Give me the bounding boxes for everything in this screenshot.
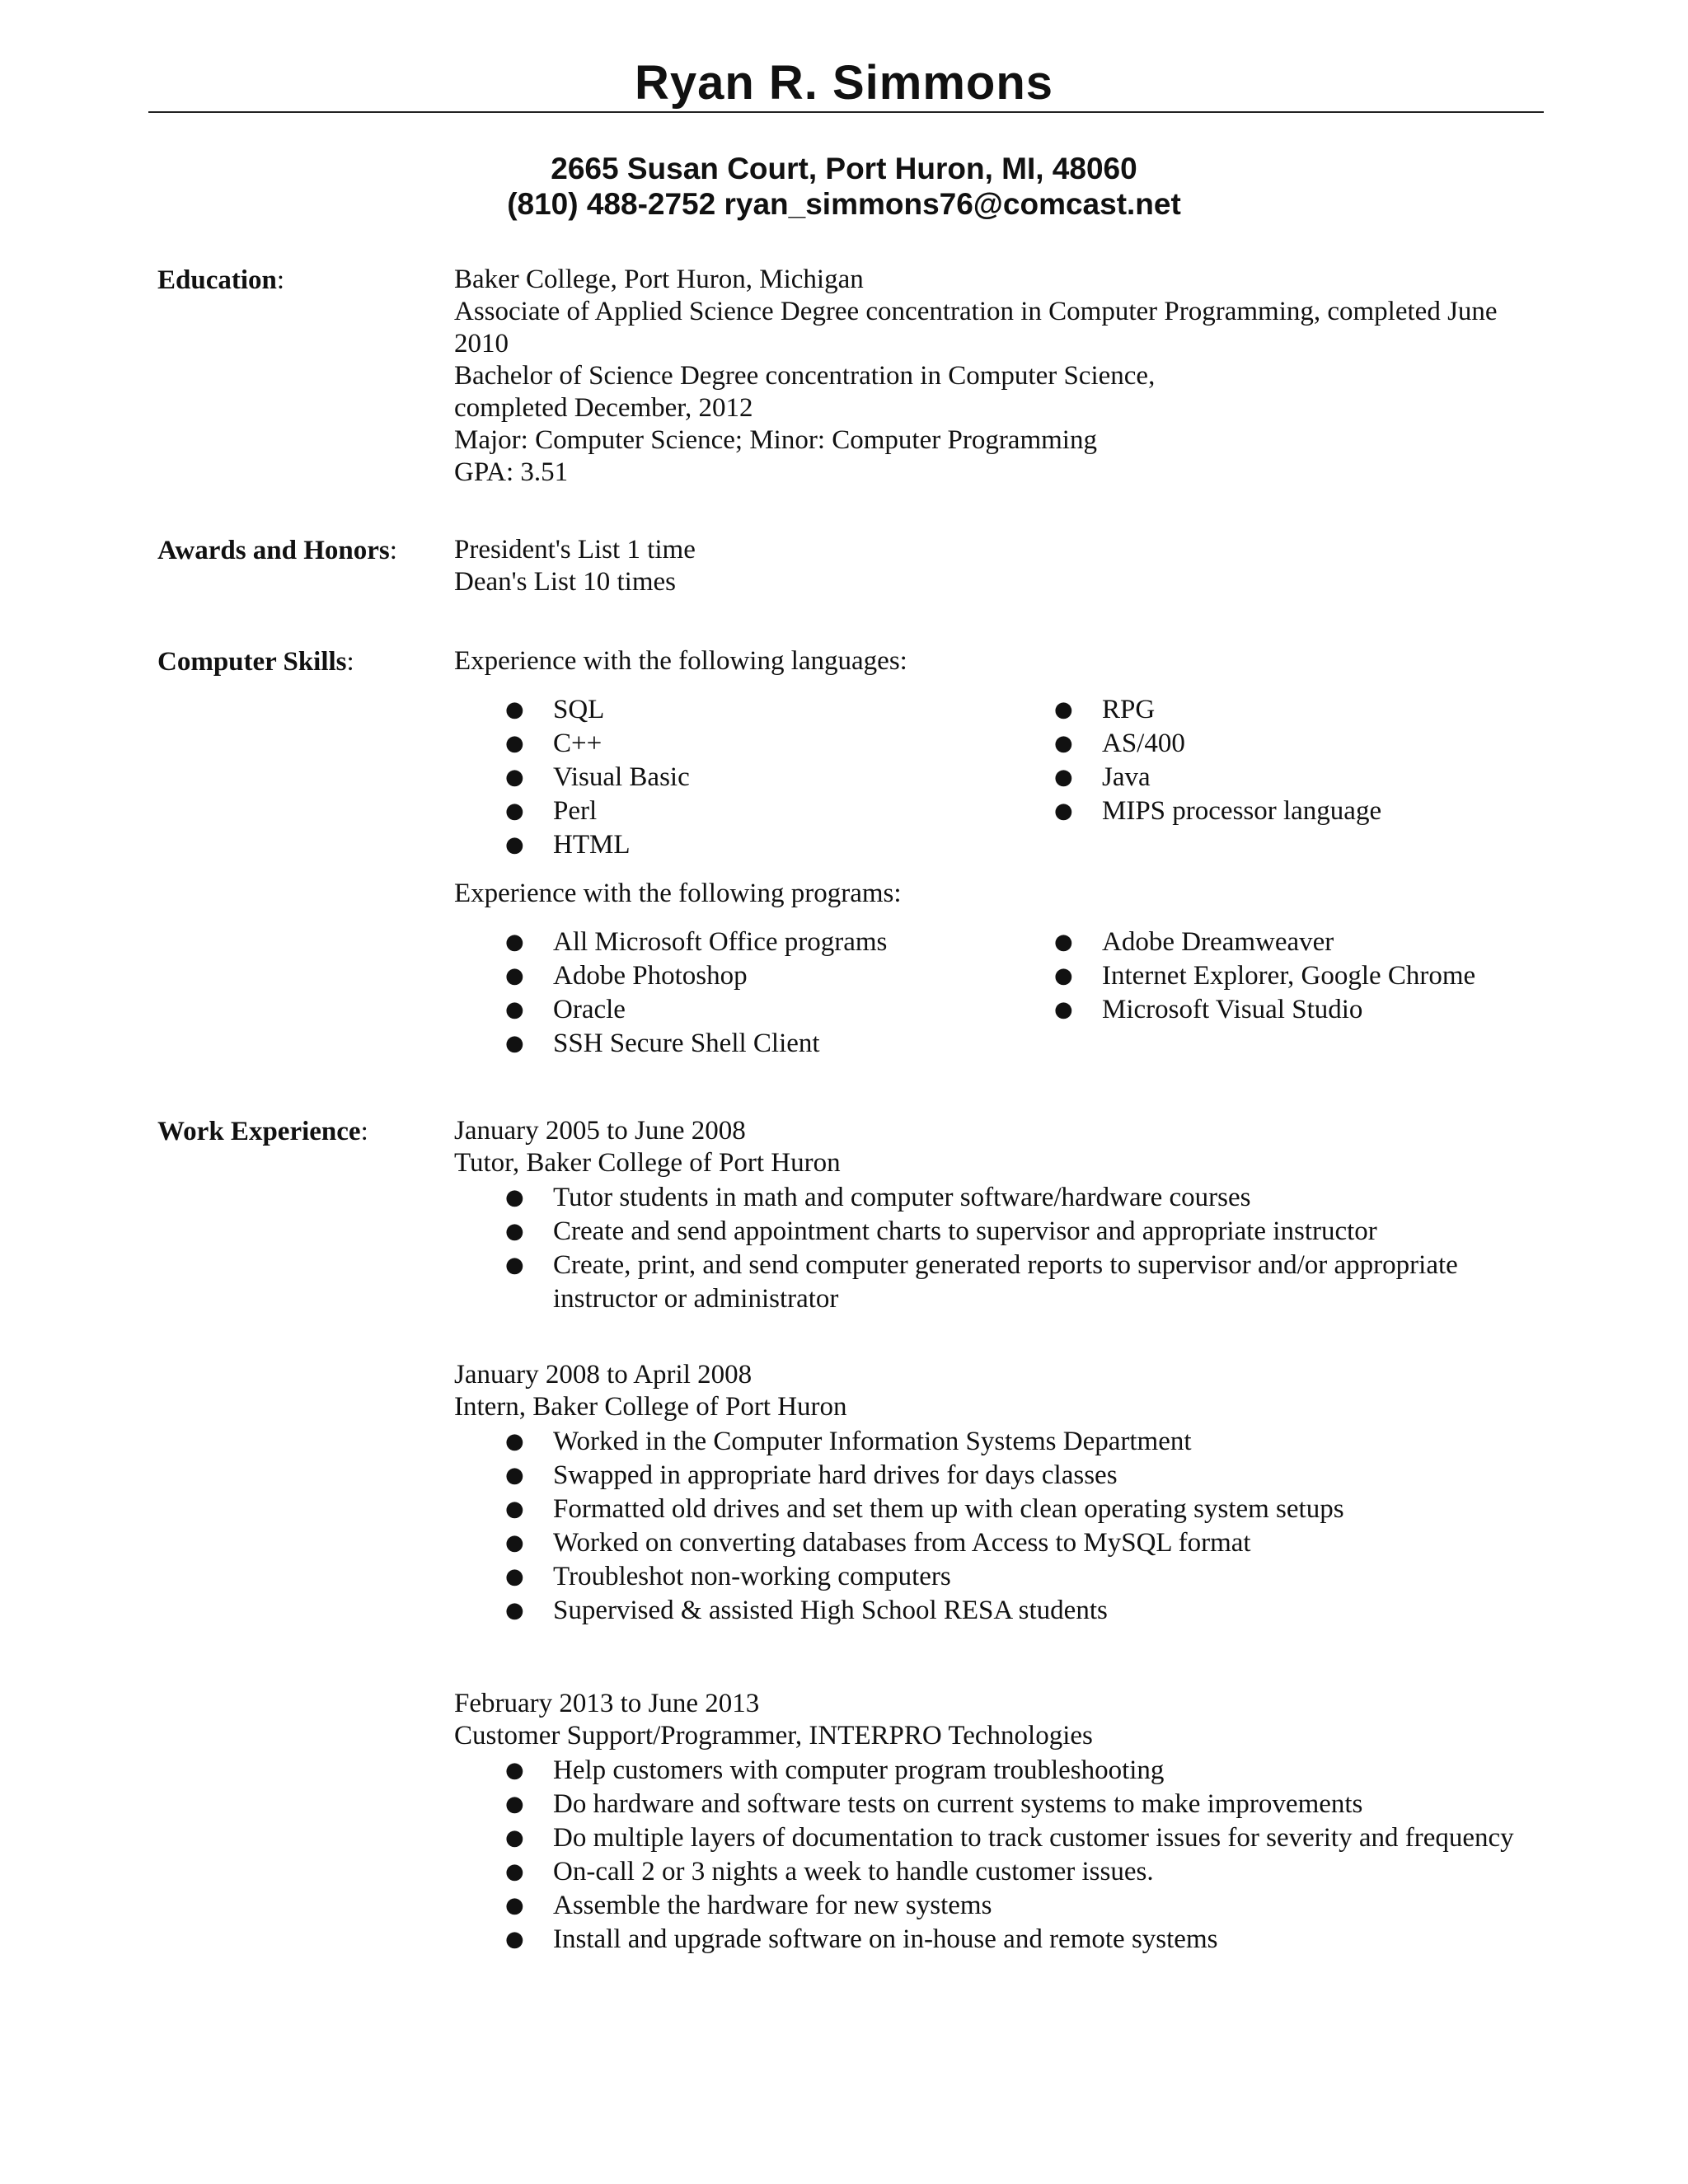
awards-content [454, 534, 1550, 598]
bullet-icon: ● [505, 1497, 524, 1521]
bullet-icon: ● [505, 1219, 524, 1244]
bullet-icon: ● [505, 1463, 524, 1488]
list-item: ● Assemble the hardware for new systems [454, 1889, 1550, 1923]
education-line: 2010 [454, 329, 509, 359]
bullet-icon: ● [1054, 799, 1073, 823]
list-item: ● Do multiple layers of documentation to track customer issues for severity and frequency [454, 1821, 1550, 1855]
job-title: Customer Support/Programmer, INTERPRO Technologies [454, 1721, 1093, 1750]
bullet-icon: ● [505, 799, 524, 823]
list-item: ● MIPS processor language [1003, 794, 1531, 828]
list-item: ● RPG [1003, 693, 1531, 727]
education-line: GPA: 3.51 [454, 457, 569, 487]
bullet-icon: ● [505, 1792, 524, 1816]
list-item: ● C++ [454, 727, 949, 761]
list-item: ● Install and upgrade software on in-house and remote systems [454, 1923, 1550, 1957]
list-item: ● Adobe Dreamweaver [1003, 926, 1531, 959]
job-header [454, 1115, 1550, 1179]
list-item: ● Create, print, and send computer generated reports to supervisor and/or appropriate instructor or administrator [505, 1250, 1458, 1314]
bullet-icon: ● [1054, 930, 1073, 954]
list-item: ● On-call 2 or 3 nights a week to handle customer issues. [454, 1855, 1550, 1889]
list-item: ● Create and send appointment charts to supervisor and appropriate instructor [454, 1215, 1550, 1249]
bullet-icon: ● [1054, 697, 1073, 722]
education-label-text: Education [157, 265, 277, 295]
education-line: Bachelor of Science Degree concentration in Computer Science, [454, 361, 1156, 391]
awards-label-text: Awards and Honors [157, 536, 390, 565]
list-item: ● Worked on converting databases from Access to MySQL format [454, 1526, 1550, 1560]
education-label: Education: [157, 265, 285, 295]
bullet-icon: ● [505, 1253, 524, 1277]
bullet-icon: ● [505, 731, 524, 756]
programs-list-2 [1003, 926, 1531, 1027]
bullet-icon: ● [505, 1598, 524, 1623]
languages-list-2 [1003, 693, 1531, 828]
job-title: Tutor, Baker College of Port Huron [454, 1148, 841, 1178]
work-label-text: Work Experience [157, 1117, 361, 1146]
skills-label-text: Computer Skills [157, 647, 347, 677]
bullet-icon: ● [1054, 997, 1073, 1022]
bullet-icon: ● [505, 1825, 524, 1850]
skills-label: Computer Skills: [157, 647, 354, 677]
bullet-icon: ● [505, 1429, 524, 1454]
job-dates: January 2005 to June 2008 [454, 1116, 746, 1146]
languages-intro: Experience with the following languages: [454, 646, 907, 676]
list-item: ● Microsoft Visual Studio [1003, 993, 1531, 1027]
job-dates: January 2008 to April 2008 [454, 1360, 753, 1390]
list-item: ● Supervised & assisted High School RESA students [454, 1594, 1550, 1628]
education-line: Associate of Applied Science Degree concentration in Computer Programming, completed June [454, 297, 1498, 326]
bullet-icon: ● [505, 1564, 524, 1589]
programs-list-1 [454, 926, 949, 1061]
bullet-icon: ● [505, 1185, 524, 1210]
list-item: ● Tutor students in math and computer software/hardware courses [454, 1181, 1550, 1215]
bullet-icon: ● [505, 1859, 524, 1884]
list-item: ● Troubleshot non-working computers [454, 1560, 1550, 1594]
bullet-icon: ● [505, 1927, 524, 1952]
list-item: ● SQL [454, 693, 949, 727]
bullet-icon: ● [505, 697, 524, 722]
award-line: President's List 1 time [454, 535, 696, 565]
list-item: ● Oracle [454, 993, 949, 1027]
education-line: Baker College, Port Huron, Michigan [454, 265, 864, 294]
list-item: ● Formatted old drives and set them up with clean operating system setups [454, 1493, 1550, 1526]
programs-intro: Experience with the following programs: [454, 879, 902, 908]
bullet-icon: ● [505, 1893, 524, 1918]
bullet-icon: ● [505, 832, 524, 857]
list-item: ● Worked in the Computer Information Systems Department [454, 1425, 1550, 1459]
bullet-icon: ● [505, 963, 524, 988]
job-duties [454, 1754, 1550, 1957]
award-line: Dean's List 10 times [454, 567, 676, 597]
list-item: ● Perl [454, 794, 949, 828]
list-item: ● All Microsoft Office programs [454, 926, 949, 959]
bullet-icon: ● [505, 930, 524, 954]
address: 2665 Susan Court, Port Huron, MI, 48060 [551, 152, 1137, 185]
bullet-icon: ● [505, 1758, 524, 1783]
education-line: Major: Computer Science; Minor: Computer Programming [454, 425, 1097, 455]
page-title: Ryan R. Simmons [634, 56, 1054, 110]
education-line: completed December, 2012 [454, 393, 753, 423]
list-item: ● SSH Secure Shell Client [454, 1027, 949, 1061]
title-divider [148, 111, 1544, 113]
bullet-icon: ● [505, 1530, 524, 1555]
job-header [454, 1359, 1550, 1423]
list-item: ● Swapped in appropriate hard drives for days classes [454, 1459, 1550, 1493]
contact-line: (810) 488-2752 ryan_simmons76@comcast.net [507, 187, 1181, 221]
bullet-icon: ● [505, 997, 524, 1022]
list-item: ● Visual Basic [454, 761, 949, 794]
awards-label: Awards and Honors: [157, 536, 397, 565]
languages-list-1 [454, 693, 949, 862]
bullet-icon: ● [1054, 731, 1073, 756]
job-duties [454, 1181, 1550, 1316]
job-duties [454, 1425, 1550, 1628]
list-item: ● Adobe Photoshop [454, 959, 949, 993]
work-label: Work Experience: [157, 1117, 368, 1146]
list-item: ● Java [1003, 761, 1531, 794]
education-content [454, 264, 1550, 489]
bullet-icon: ● [1054, 765, 1073, 790]
bullet-icon: ● [505, 765, 524, 790]
bullet-icon: ● [1054, 963, 1073, 988]
list-item: ● AS/400 [1003, 727, 1531, 761]
list-item: ● Help customers with computer program troubleshooting [454, 1754, 1550, 1788]
list-item: ● Do hardware and software tests on current systems to make improvements [454, 1788, 1550, 1821]
job-title: Intern, Baker College of Port Huron [454, 1392, 847, 1422]
list-item: ● Internet Explorer, Google Chrome [1003, 959, 1531, 993]
job-dates: February 2013 to June 2013 [454, 1689, 760, 1718]
list-item: ● HTML [454, 828, 949, 862]
job-header [454, 1688, 1550, 1752]
bullet-icon: ● [505, 1031, 524, 1056]
